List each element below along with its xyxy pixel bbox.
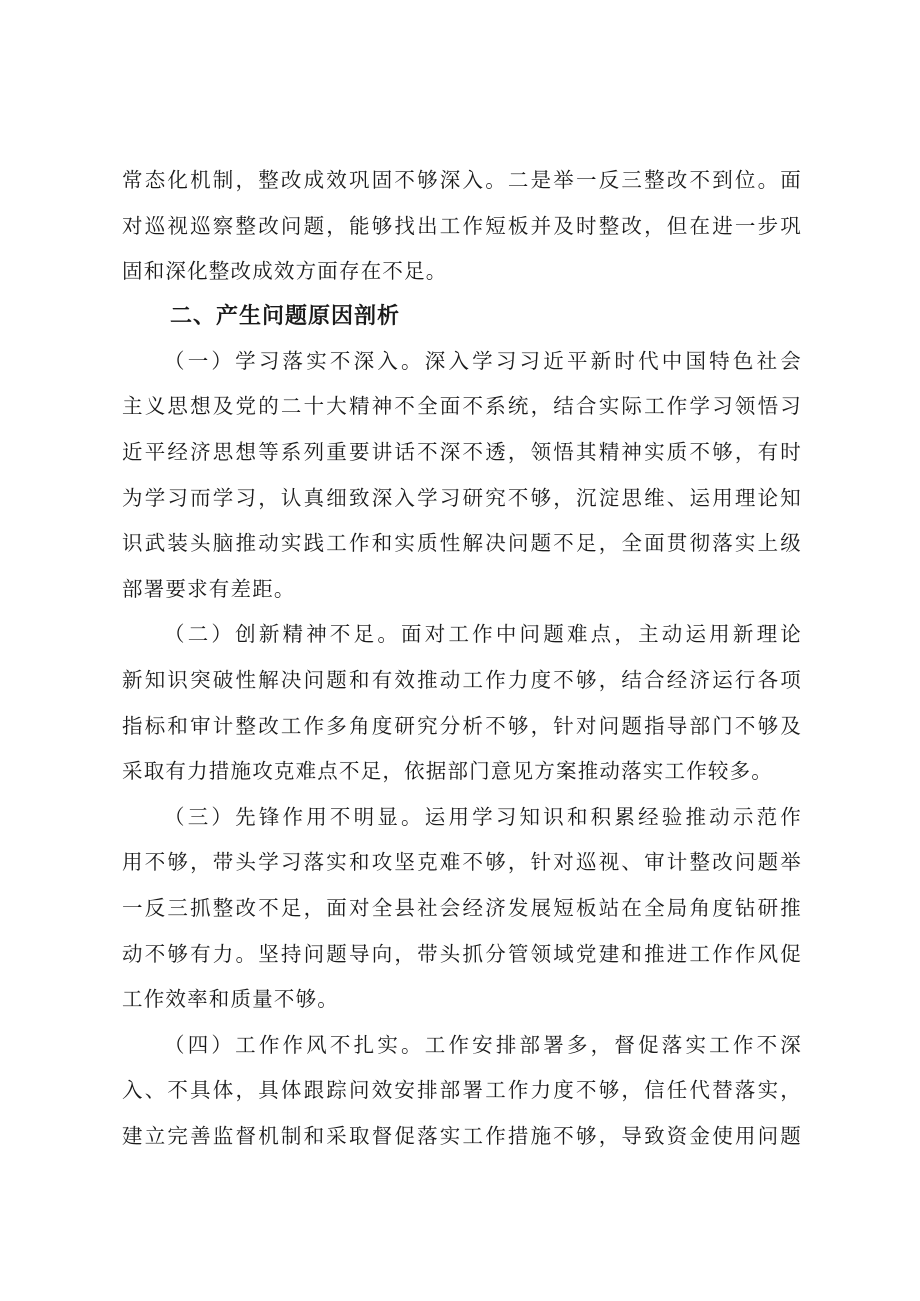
paragraph-work-style bbox=[122, 1023, 802, 1160]
text-line: 采取有力措施攻克难点不足，依据部门意见方案推动落实工作较多。 bbox=[122, 759, 773, 784]
text-line: 对巡视巡察整改问题，能够找出工作短板并及时整改，但在进一步巩 bbox=[122, 213, 802, 238]
text-line: 建立完善监督机制和采取督促落实工作措施不够，导致资金使用问题 bbox=[122, 1123, 802, 1148]
text-line: 动不够有力。坚持问题导向，带头抓分管领域党建和推进工作作风促 bbox=[122, 941, 802, 966]
paragraph-study bbox=[122, 339, 802, 613]
text-line: 新知识突破性解决问题和有效推动工作力度不够，结合经济运行各项 bbox=[122, 667, 802, 692]
paragraph-vanguard bbox=[122, 795, 802, 1023]
text-line: 为学习而学习，认真细致深入学习研究不够，沉淀思维、运用理论知 bbox=[122, 485, 802, 510]
text-line: 一反三抓整改不足，面对全县社会经济发展短板站在全局角度钻研推 bbox=[122, 895, 802, 920]
text-line: 固和深化整改成效方面存在不足。 bbox=[122, 259, 448, 284]
paragraph-continuation bbox=[122, 158, 802, 295]
text-line: （一）学习落实不深入。深入学习习近平新时代中国特色社会 bbox=[164, 348, 802, 373]
text-line: 入、不具体，具体跟踪问效安排部署工作力度不够，信任代替落实， bbox=[122, 1078, 802, 1103]
text-line: 工作效率和质量不够。 bbox=[122, 987, 339, 1012]
section-heading: 二、产生问题原因剖析 bbox=[170, 303, 401, 329]
text-line: （二）创新精神不足。面对工作中问题难点，主动运用新理论 bbox=[164, 622, 802, 647]
text-line: 指标和审计整改工作多角度研究分析不够，针对问题指导部门不够及 bbox=[122, 713, 802, 738]
text-line: 常态化机制，整改成效巩固不够深入。二是举一反三整改不到位。面 bbox=[122, 168, 802, 192]
text-line: （四）工作作风不扎实。工作安排部署多，督促落实工作不深 bbox=[164, 1032, 802, 1057]
document-body bbox=[122, 158, 802, 1159]
text-line: 近平经济思想等系列重要讲话不深不透，领悟其精神实质不够，有时 bbox=[122, 439, 802, 464]
text-line: 用不够，带头学习落实和攻坚克难不够，针对巡视、审计整改问题举 bbox=[122, 850, 802, 875]
text-line: 主义思想及党的二十大精神不全面不系统，结合实际工作学习领悟习 bbox=[122, 394, 802, 419]
text-line: （三）先锋作用不明显。运用学习知识和积累经验推动示范作 bbox=[164, 804, 802, 829]
text-line: 识武装头脑推动实践工作和实质性解决问题不足，全面贯彻落实上级 bbox=[122, 531, 802, 556]
text-line: 部署要求有差距。 bbox=[122, 576, 296, 601]
paragraph-innovation bbox=[122, 612, 802, 794]
